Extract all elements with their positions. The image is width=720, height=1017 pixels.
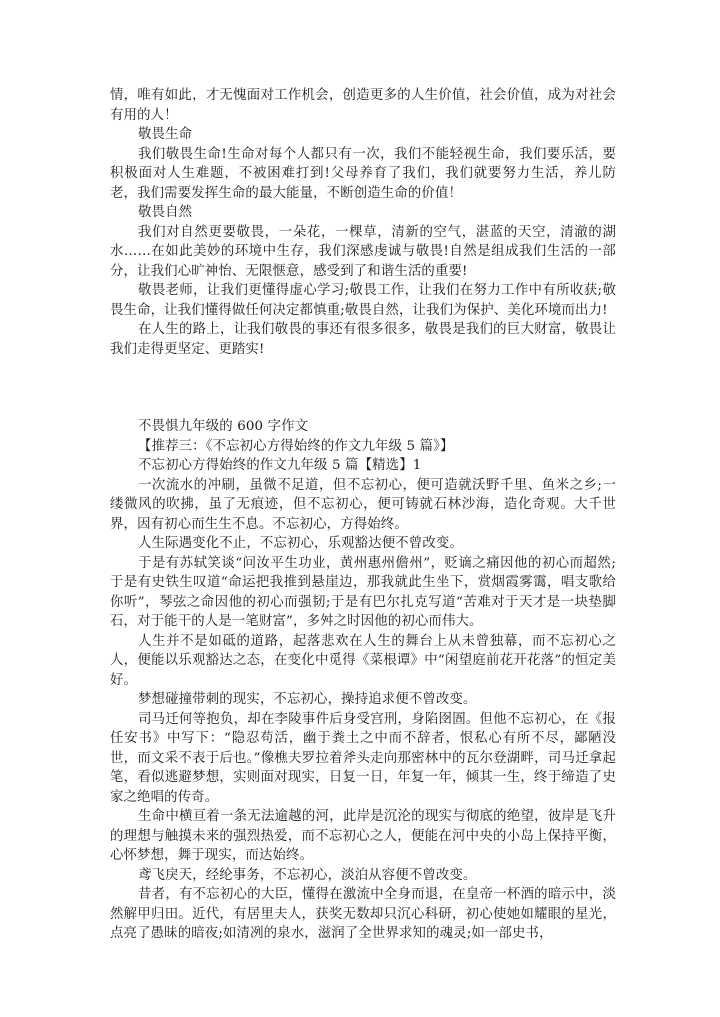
paragraph: 我们对自然更要敬畏，一朵花，一棵草，清新的空气，湛蓝的天空，清澈的湖水……在如此美妙的环境中生存，我们深感虔诚与敬畏!自然是组成我们生活的一部分，让我们心旷神怡、无限惬意，感受到了和谐生活的重要! [110, 224, 616, 279]
paragraph: 一次流水的冲刷，虽微不足道，但不忘初心，便可造就沃野千里、鱼米之乡;一缕微风的吹拂，虽了无痕迹，但不忘初心，便可铸就石林沙海，造化奇观。大千世界，因有初心而生生不息。不忘初心，方得始终。 [110, 477, 616, 532]
paragraph: 在人生的路上，让我们敬畏的事还有很多很多，敬畏是我们的巨大财富，敬畏让我们走得更坚定、更踏实! [110, 322, 616, 357]
paragraph: 昔者，有不忘初心的大臣，懂得在激流中全身而退，在皇帝一杯酒的暗示中，淡然解甲归田。近代，有居里夫人，获奖无数却只沉心科研，初心使她如耀眼的星光，点亮了愚昧的暗夜;如清冽的泉水，滋润了全世界求知的魂灵;如一部史书， [110, 887, 616, 941]
paragraph: 情，唯有如此，才无愧面对工作机会，创造更多的人生价值，社会价值，成为对社会有用的人！ [110, 88, 616, 123]
paragraph: 于是有苏轼笑谈“问汝平生功业，黄州惠州儋州”，贬谪之痛因他的初心而超然;于是有史铁生叹道“命运把我推到悬崖边，那我就此生坐下，赏烟霞雾霭，唱支歌给你听”，琴弦之命因他的初心而强韧;于是有巴尔扎克写道“苦难对于天才是一块垫脚石，对于能干的人是一笔财富”，多舛之时因他的初心而伟大。 [110, 555, 616, 629]
essay-part-one [110, 86, 616, 359]
paragraph: 人生际遇变化不止，不忘初心，乐观豁达便不曾改变。 [138, 536, 463, 551]
recommendation-heading: 【推荐三：《不忘初心方得始终的作文九年级 5 篇》】 [138, 438, 454, 454]
essay-part-two [110, 417, 616, 944]
essay-title: 不畏惧九年级的 600 字作文 [138, 419, 309, 434]
subheading-respect-nature: 敬畏自然 [138, 205, 193, 220]
subheading-respect-life: 敬畏生命 [138, 127, 193, 142]
document-page [110, 86, 616, 944]
paragraph: 司马迁何等抱负，却在李陵事件后身受宫刑，身陷囹圄。但他不忘初心，在《报任安书》中写下：“隐忍苟活，幽于粪土之中而不辞者，恨私心有所不尽，鄙陋没世，而文采不表于后也。”像樵夫罗拉着斧头走向那密林中的瓦尔登湖畔，司马迁拿起笔，看似逃避梦想，实则面对现实，日复一日，年复一年，倾其一生，终于缔造了史家之绝唱的传奇。 [110, 711, 616, 805]
section-spacer [110, 359, 616, 417]
paragraph: 敬畏老师，让我们更懂得虚心学习;敬畏工作，让我们在努力工作中有所收获;敬畏生命，让我们懂得做任何决定都慎重;敬畏自然，让我们为保护、美化环境而出力! [110, 283, 616, 318]
paragraph: 鸢飞戾天，经纶事务，不忘初心，淡泊从容便不曾改变。 [138, 867, 477, 883]
paragraph: 我们敬畏生命!生命对每个人都只有一次，我们不能轻视生命，我们要乐活，要积极面对人生难题，不被困难打到!父母养育了我们，我们就要努力生活，养儿防老，我们需要发挥生命的最大能量，不断创造生命的价值！ [110, 146, 616, 201]
paragraph: 梦想碰撞带刺的现实，不忘初心，操持追求便不曾改变。 [138, 692, 477, 707]
essay-subtitle: 不忘初心方得始终的作文九年级 5 篇【精选】1 [138, 458, 422, 473]
paragraph: 生命中横亘着一条无法逾越的河，此岸是沉沦的现实与彻底的绝望，彼岸是飞升的理想与触摸未来的强烈热爱，而不忘初心之人，便能在河中央的小岛上保持平衡，心怀梦想，舞于现实，而达始终。 [110, 809, 616, 863]
paragraph: 人生并不是如砥的道路，起落悲欢在人生的舞台上从未曾独幕，而不忘初心之人，便能以乐观豁达之态，在变化中觅得《菜根谭》中“闲望庭前花开花落”的恒定美好。 [110, 633, 616, 688]
